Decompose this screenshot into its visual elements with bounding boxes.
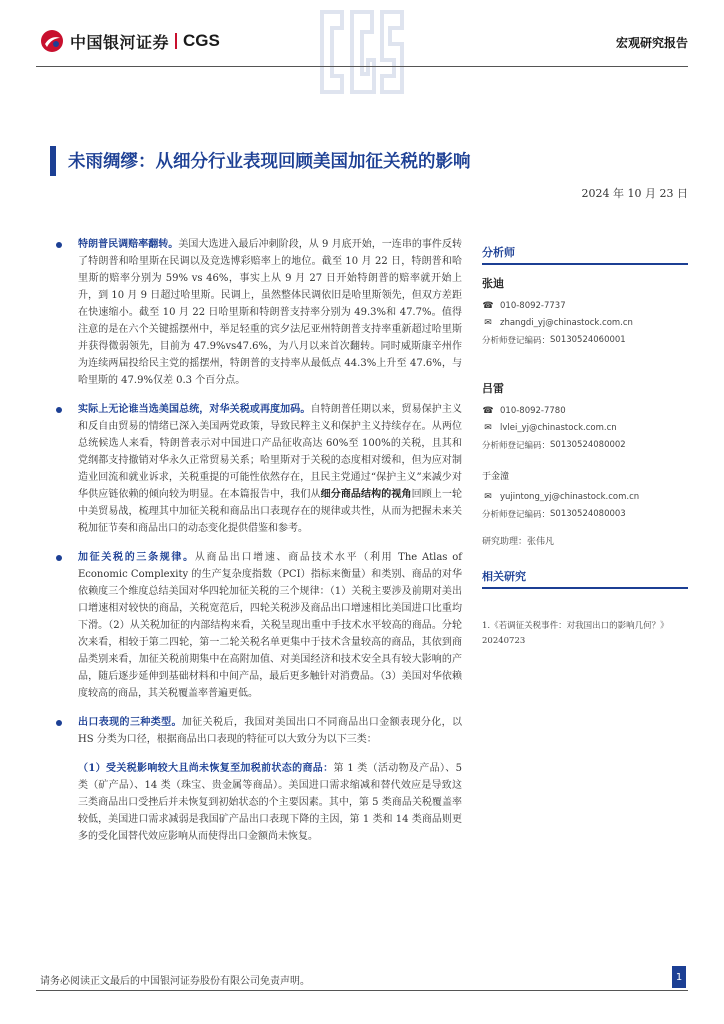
analyst-sidebar bbox=[482, 244, 688, 547]
analyst-email-row bbox=[482, 314, 688, 331]
disclaimer: 请务必阅读正文最后的中国银河证券股份有限公司免责声明。 bbox=[40, 976, 310, 987]
title-accent-bar bbox=[50, 146, 56, 176]
section-text: 加征关税后，我国对美国出口不同商品出口金额表现分化，以 HS 分类为口径，根据商品出口表现的特征可以大致分为以下三类： bbox=[78, 717, 463, 745]
section-poll-reversal bbox=[56, 236, 462, 389]
cert-label: 分析师登记编码： bbox=[482, 335, 551, 346]
analyst-email-row bbox=[482, 488, 688, 505]
mail-icon: ✉ bbox=[484, 317, 492, 328]
cert-label: 分析师登记编码： bbox=[482, 509, 551, 520]
analyst-cert: S0130524060001 bbox=[550, 334, 626, 345]
page-number: 1 bbox=[672, 966, 686, 988]
analyst-phone-row bbox=[482, 297, 688, 314]
logo-en-text: CGS bbox=[183, 31, 220, 50]
analyst-name: 张迪 bbox=[482, 277, 504, 290]
section-tariff-patterns bbox=[56, 549, 462, 702]
report-date: 2024 年 10 月 23 日 bbox=[581, 187, 688, 200]
related-heading: 相关研究 bbox=[482, 568, 688, 589]
report-type: 宏观研究报告 bbox=[615, 36, 688, 50]
analyst-phone: 010-8092-7780 bbox=[500, 405, 566, 416]
section-text: 从商品出口增速、商品技术水平（利用 The Atlas of Economic Complexity 的生产复杂度指数（PCI）指标来衡量）和类别、商品的对华依赖度三个维度总结美国对华四轮加征关税的三个规律：（1）关税主要涉及前期对美出口增速相对较快的商品，关税宽范后，四轮关税涉及商品出口增速相比美国进口比重均下滑。（2）从关税加征的内部结构来看，关税呈现出重中手技术水平较高的商品。分轮次来看，相较于第二四轮，第一二轮关税名单更集中于技术含量较高的商品，其依到商品类别来看，加征关税前期集中在高附加值、对美国经济和技术安全具有较大影响的产品，随后逐步延伸到基础材料和中间产品，最后更多触针对消费品。（3）美国对华依赖度较高的商品，其关税覆盖率普遍更低。 bbox=[78, 552, 462, 699]
analyst-name: 于金潼 bbox=[482, 472, 510, 482]
page-title: 未雨绸缪：从细分行业表现回顾美国加征关税的影响 bbox=[68, 152, 471, 172]
bullet-icon bbox=[56, 242, 62, 248]
section-text: 第 1 类（活动物及产品）、5 类（矿产品）、14 类（珠宝、贵金属等商品）。美国进口需求缩减和替代效应是导致这三类商品出口受挫后并未恢复到初始状态的个主要因素。其中，第 5 类商品关税覆盖率较低，美国进口需求减弱是我国矿产品出口表现下降的主因，第 1 类和 14 类商品则更多的受化国替代效应影响从而使得出口金额尚未恢复。 bbox=[78, 763, 462, 842]
logo-cn-text: 中国银河证券 bbox=[70, 32, 170, 52]
footer-divider bbox=[36, 990, 688, 991]
main-content bbox=[56, 236, 462, 857]
galaxy-logo-icon bbox=[40, 29, 64, 53]
section-type-one bbox=[56, 760, 462, 845]
header-divider bbox=[36, 66, 688, 67]
analyst-cert-row bbox=[482, 436, 688, 453]
analyst-heading: 分析师 bbox=[482, 244, 688, 265]
section-lead: 加征关税的三条规律。 bbox=[78, 552, 195, 563]
analyst-cert: S0130524080002 bbox=[550, 439, 626, 450]
phone-icon: ☎ bbox=[482, 300, 494, 311]
cgs-watermark-icon bbox=[316, 4, 408, 100]
cert-label: 分析师登记编码： bbox=[482, 440, 551, 451]
section-text: 回顾上一轮中美贸易战，梳理其中加征关税和商品出口表现存在的规律或共性，从而为把握未来关税加征节奏和商品出口的动态变化提供借鉴和参考。 bbox=[78, 489, 463, 534]
section-tariff-escalation bbox=[56, 401, 462, 537]
mail-icon: ✉ bbox=[484, 422, 492, 433]
phone-icon: ☎ bbox=[482, 405, 494, 416]
related-research bbox=[482, 568, 688, 649]
bullet-icon bbox=[56, 407, 62, 413]
analyst-cert-row bbox=[482, 505, 688, 522]
brand-logo bbox=[40, 28, 220, 54]
mail-icon: ✉ bbox=[484, 491, 492, 502]
section-lead: 出口表现的三种类型。 bbox=[78, 717, 182, 728]
analyst-phone: 010-8092-7737 bbox=[500, 300, 566, 311]
research-assistant: 研究助理：张伟凡 bbox=[482, 537, 555, 547]
section-lead: 实际上无论谁当选美国总统，对华关税或再度加码。 bbox=[78, 404, 311, 415]
analyst-name: 吕雷 bbox=[482, 382, 504, 395]
analyst-cert: S0130524080003 bbox=[550, 508, 626, 519]
section-lead: （1）受关税影响较大且尚未恢复至加税前状态的商品： bbox=[78, 763, 334, 774]
analyst-email[interactable]: lvlei_yj@chinastock.com.cn bbox=[500, 422, 617, 433]
bullet-icon bbox=[56, 720, 62, 726]
section-lead: 特朗普民调赔率翻转。 bbox=[78, 239, 179, 250]
section-text: 自特朗普任期以来，贸易保护主义和反自由贸易的情绪已深入美国两党政策，导致民粹主义和保护主义持续存在。从两位总统候选人来看，特朗普表示对中国进口产品征收高达 60%至 100%的关税，且其和党纲都支持撤销对华永久正常贸易关系；哈里斯对于关税的态度相对缓和，但为应对制造业回流和就业诉求，关税重提的可能性依然存在，且民主党通过“保护主义”来减少对华供应链依赖的倾向较为明显。在本篇报告中，我们从 bbox=[78, 404, 463, 500]
bullet-icon bbox=[56, 555, 62, 561]
analyst-email[interactable]: yujintong_yj@chinastock.com.cn bbox=[500, 491, 640, 502]
logo-separator bbox=[175, 33, 177, 49]
section-emphasis: 细分商品结构的视角 bbox=[320, 489, 412, 500]
related-item[interactable]: 1.《若调征关税事件：对我国出口的影响几何？》20240723 bbox=[482, 621, 669, 646]
analyst-email-row bbox=[482, 419, 688, 436]
analyst-card bbox=[482, 275, 688, 348]
analyst-phone-row bbox=[482, 402, 688, 419]
analyst-email[interactable]: zhangdi_yj@chinastock.com.cn bbox=[500, 317, 633, 328]
section-text: 美国大选进入最后冲刺阶段，从 9 月底开始，一连串的事件反转了特朗普和哈里斯在民调以及竞选博彩赔率上的地位。截至 10 月 22 日，特朗普和哈里斯的赔率分别为 59% vs 46%，事实上从 9 月 27 日开始特朗普的赔率就开始上升，到 10 月 9 日超过哈里斯。民调上，虽然整体民调依旧是哈里斯领先，但双方差距在快速缩小。截至 10 月 22 日哈里斯和特朗普支持率分别为 49.3%和 47.7%。值得注意的是在六个关键摇摆州中，举足轻重的宾夕法尼亚州特朗普支持率重新超过哈里斯并获得微弱领先，目前为 47.9%vs47.6%，为八月以来首次翻转。同时威斯康辛州作为连续两届投给民主党的摇摆州，特朗普的支持率从最低点 44.3%上升至 47.6%，与哈里斯的 47.9%仅差 0.3 个百分点。 bbox=[78, 239, 462, 386]
analyst-cert-row bbox=[482, 331, 688, 348]
analyst-card bbox=[482, 469, 688, 522]
analyst-card bbox=[482, 380, 688, 453]
section-export-types bbox=[56, 714, 462, 748]
